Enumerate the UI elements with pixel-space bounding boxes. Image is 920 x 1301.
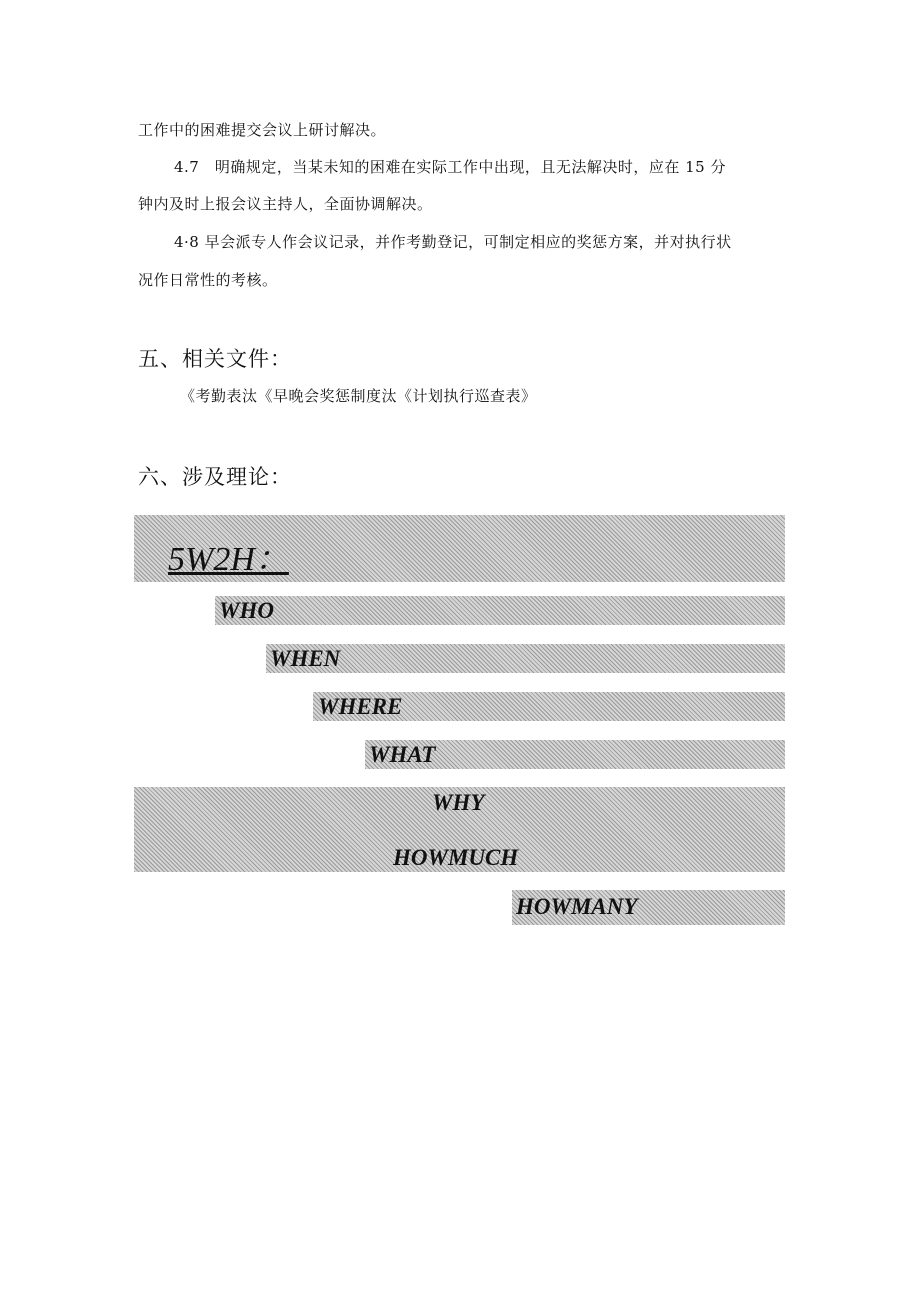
shaded-band-when	[266, 644, 785, 673]
section-heading-related-files: 五、相关文件：	[138, 347, 292, 371]
item-howmany: HOWMANY	[516, 894, 638, 919]
paragraph-4-7-line-2: 钟内及时上报会议主持人，全面协调解决。	[138, 195, 433, 213]
item-howmuch: HOWMUCH	[393, 845, 519, 870]
item-why: WHY	[432, 790, 485, 815]
item-where: WHERE	[318, 694, 403, 719]
paragraph-4-8-line-1: 4·8 早会派专人作会议记录，并作考勤登记，可制定相应的奖惩方案，并对执行状	[174, 233, 732, 251]
item-when: WHEN	[270, 646, 341, 671]
paragraph-continuation: 工作中的困难提交会议上研讨解决。	[138, 121, 387, 139]
shaded-band-who	[215, 596, 785, 625]
item-who: WHO	[219, 598, 274, 623]
paragraph-4-8-line-2: 况作日常性的考核。	[138, 271, 278, 289]
model-title-5w2h: 5W2H：	[168, 541, 289, 578]
section-heading-theory: 六、涉及理论：	[138, 465, 292, 489]
paragraph-4-7-line-1: 4.7 明确规定，当某未知的困难在实际工作中出现，且无法解决时，应在 15 分	[174, 158, 726, 176]
item-what: WHAT	[369, 742, 436, 767]
related-files-list: 《考勤表汰《早晚会奖惩制度汰《计划执行巡查表》	[180, 387, 537, 405]
